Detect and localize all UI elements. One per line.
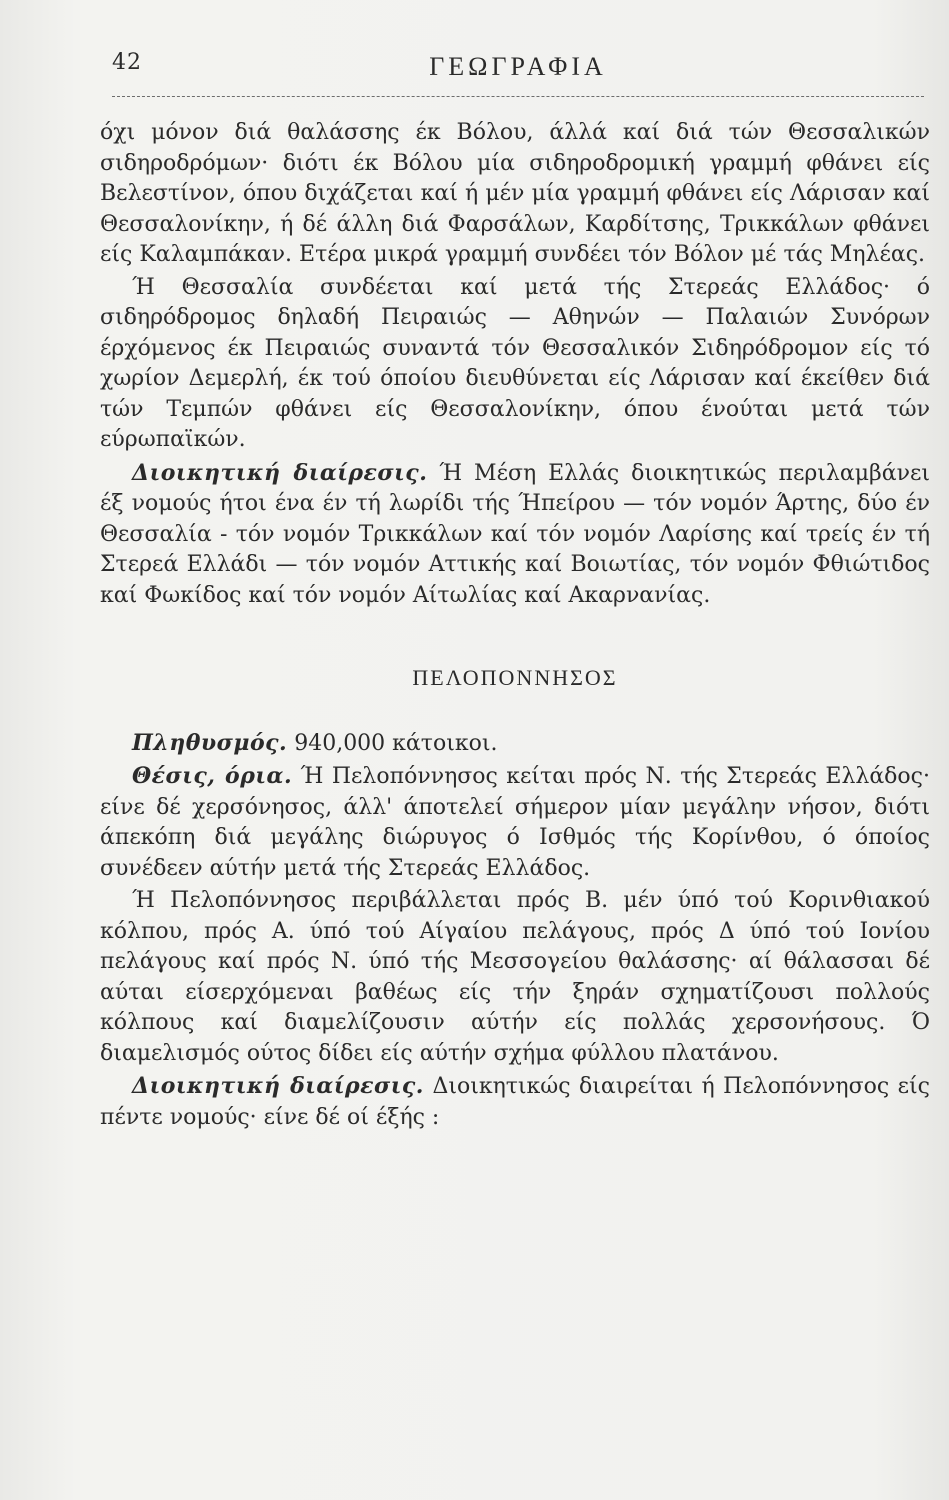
paragraph-text: Ή Μέση Ελλάς διοικητικώς περιλαμβάνει έξ νομούς ήτοι ένα έν τή λωρίδι τής Ήπείρου — τόν νομόν Άρτης, δύο έν Θεσσαλία - τόν νομόν Τρικκάλων καί τόν νομόν Λαρίσης καί τρείς έν τή Στερεά Ελλάδι — τόν νομόν Αττικής καί Βοιωτίας, τόν νομόν Φθιώτιδος καί Φωκίδος καί τόν νομόν Αίτωλίας καί Ακαρνανίας. [100,460,931,608]
paragraph-text: 940,000 κάτοικοι. [294,730,498,756]
header-rule [112,96,924,97]
paragraph-lead: Διοικητική διαίρεσις. [132,1073,424,1099]
paragraph-text: Ή Πελοπόννησος κείται πρός Ν. τής Στερεάς Ελλάδος· είνε δέ χερσόνησος, άλλ' άποτελεί σήμερον μίαν μεγάλην νήσον, διότι άπεκόπη διά μεγάλης διώρυγος ό Ισθμός τής Κορίνθου, ό όποίος συνέδεεν αύτήν μετά τής Στερεάς Ελλάδος. [100,764,930,881]
paragraph-lead: Πληθυσμός. [132,729,288,756]
running-title: ΓΕΩΓΡΑΦΙΑ [429,52,607,81]
paragraph-position-borders [100,761,930,884]
paragraph-text: Διοικητικώς διαιρείται ή Πελοπόννησος είς πέντε νομούς· είνε δέ οί έξής : [100,1074,931,1130]
paragraph-surrounding-seas: Ή Πελοπόννησος περιβάλλεται πρός Β. μέν ύπό τού Κορινθιακού κόλπου, πρός Α. ύπό τού Αίγαίου πελάγους, πρός Δ ύπό τού Ιονίου πελάγους καί πρός Ν. ύπό τής Μεσσογείου θαλάσσης· αί θάλασσαι δέ αύται είσερχόμεναι βαθέως είς τήν ξηράν σχηματίζουσι πολλούς κόλπους καί διαμελίζουσιν αύτήν είς πολλάς χερσονήσους. Ό διαμελισμός ούτος δίδει είς αύτήν σχήμα φύλλου πλατάνου. [100,888,930,1066]
paragraph-population [100,728,930,760]
paragraph-administrative-division-peloponnese [100,1071,930,1133]
text-body [100,118,930,1133]
page-number: 42 [112,50,142,75]
section-heading-peloponnese: ΠΕΛΟΠΟΝΝΗΣΟΣ [412,665,618,690]
paragraph-lead: Διοικητική διαίρεσις. [132,459,428,486]
paragraph-thessaly-railways: όχι μόνον διά θαλάσσης έκ Βόλου, άλλά καί διά τών Θεσσαλικών σιδηροδρόμων· διότι έκ Βόλου μία σιδηροδρομική γραμμή φθάνει είς Βελεστίνον, όπου διχάζεται καί ή μέν μία γραμμή φθάνει είς Λάρισαν καί Θεσσαλονίκην, ή δέ άλλη διά Φαρσάλων, Καρδίτσης, Τρικκάλων φθάνει είς Καλαμπάκαν. Ετέρα μικρά γραμμή συνδέει τόν Βόλον μέ τάς Μηλέας. [100,120,930,267]
paragraph-administrative-division-central [100,458,930,612]
page-header [112,44,924,94]
paragraph-lead: Θέσις, όρια. [132,763,293,789]
paragraph-thessaly-connection: Ή Θεσσαλία συνδέεται καί μετά τής Στερεάς Ελλάδος· ό σιδηρόδρομος δηλαδή Πειραιώς — Αθηνών — Παλαιών Συνόρων έρχόμενος έκ Πειραιώς συναντά τόν Θεσσαλικόν Σιδηρόδρομον είς τό χωρίον Δεμερλή, έκ τού όποίου διευθύνεται είς Λάρισαν καί έκείθεν διά τών Τεμπών φθάνει είς Θεσσαλονίκην, όπου ένούται μετά τών εύρωπαϊκών. [100,274,930,452]
